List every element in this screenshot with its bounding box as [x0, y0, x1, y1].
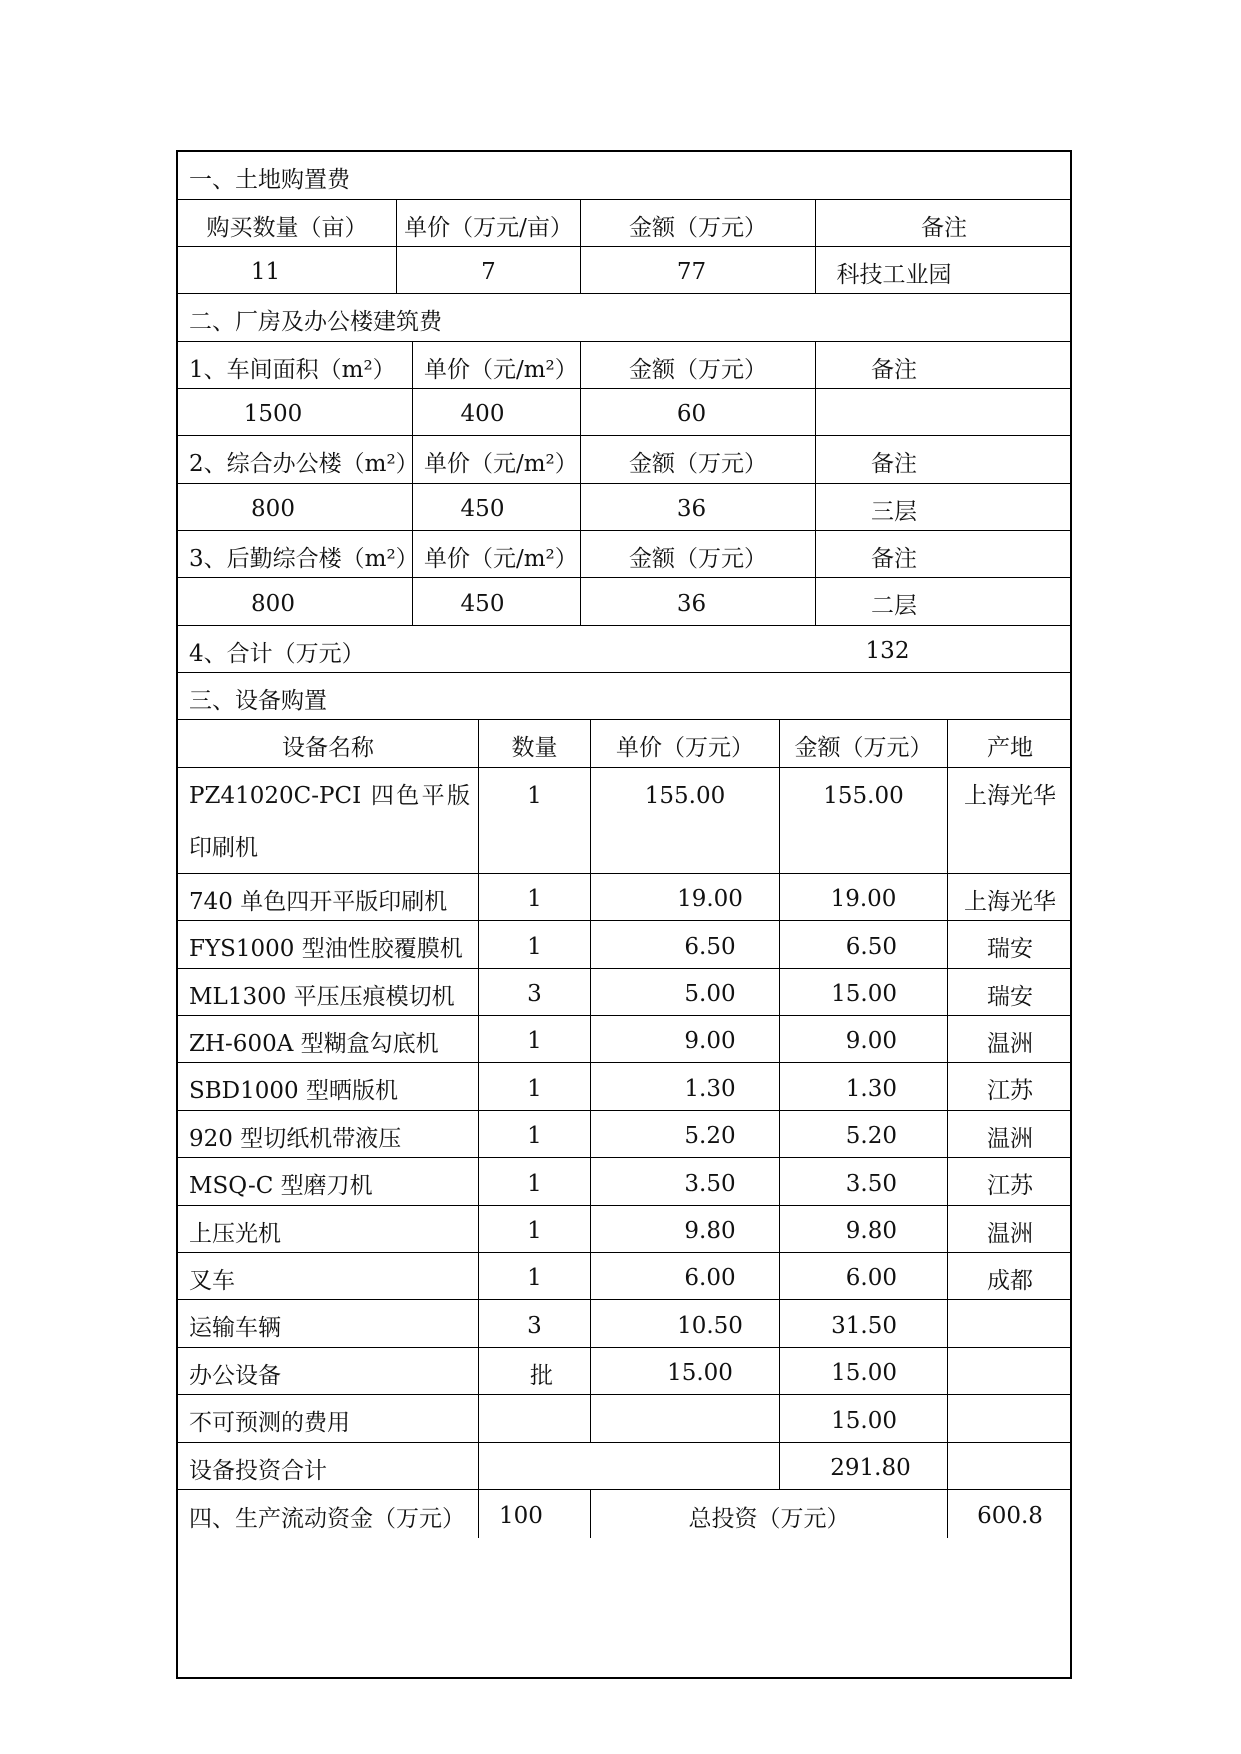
table-cell: 1 — [478, 1111, 590, 1157]
table-cell — [178, 768, 478, 873]
table-cell: 1 — [478, 1016, 590, 1062]
table-cell: 450 — [412, 484, 552, 530]
table-cell: 9.00 — [590, 1016, 779, 1062]
table-cell: MSQ-C 型磨刀机 — [189, 1173, 373, 1199]
table-row — [178, 1206, 1070, 1253]
table-cell: 上压光机 — [189, 1220, 281, 1247]
table-cell: 瑞安 — [947, 921, 1072, 968]
table-cell: 办公设备 — [189, 1362, 281, 1389]
table-cell: FYS1000 型油性胶覆膜机 — [189, 936, 463, 962]
section-title-row — [178, 673, 1070, 720]
table-cell: 三层 — [815, 484, 972, 530]
table-cell: 9.80 — [779, 1206, 947, 1252]
table-cell: 江苏 — [947, 1063, 1072, 1110]
table-cell: 155.00 — [779, 768, 947, 873]
header-cell: 金额（万元） — [580, 342, 815, 388]
table-cell: 6.50 — [590, 921, 779, 968]
table-cell: 9.80 — [590, 1206, 779, 1252]
header-cell: 1、车间面积（m²） — [189, 356, 396, 383]
working-capital-label: 四、生产流动资金（万元） — [189, 1505, 465, 1532]
table-cell: 瑞安 — [947, 969, 1072, 1015]
table-cell — [478, 1443, 590, 1489]
investment-table — [176, 150, 1072, 1679]
table-cell: 运输车辆 — [189, 1315, 281, 1341]
equipment-name: PZ41020C-PCI 四色平版印刷机 — [189, 783, 470, 861]
table-row — [178, 1395, 1070, 1443]
table-cell: 800 — [251, 496, 295, 522]
table-cell: 800 — [251, 590, 295, 617]
total-label: 4、合计（万元） — [189, 640, 365, 667]
table-cell: ZH-600A 型糊盒勾底机 — [189, 1030, 439, 1057]
table-cell: 叉车 — [189, 1267, 235, 1294]
header-cell: 金额（万元） — [580, 436, 815, 483]
table-row — [178, 484, 1070, 531]
table-row — [178, 1111, 1070, 1158]
table-cell: 1 — [478, 921, 590, 968]
table-cell: 不可预测的费用 — [189, 1410, 350, 1436]
table-cell: 温洲 — [947, 1016, 1072, 1062]
table-cell: 15.00 — [590, 1348, 779, 1394]
table-header-row — [178, 531, 1070, 578]
table-cell: 3 — [478, 969, 590, 1015]
table-row — [178, 768, 1070, 874]
section-title: 二、厂房及办公楼建筑费 — [189, 309, 442, 335]
summary-row — [178, 1490, 1070, 1538]
table-cell: 15.00 — [779, 1348, 947, 1394]
header-cell: 2、综合办公楼（m²） — [189, 451, 419, 477]
working-capital-value: 100 — [478, 1490, 590, 1538]
table-cell: 1 — [478, 1063, 590, 1110]
header-cell: 产地 — [947, 720, 1072, 767]
total-investment-label: 总投资（万元） — [590, 1490, 947, 1538]
table-cell: 5.20 — [590, 1111, 779, 1157]
header-cell: 金额（万元） — [779, 720, 947, 767]
table-row — [178, 969, 1070, 1016]
header-cell: 备注 — [815, 531, 972, 577]
table-cell: 450 — [412, 578, 552, 625]
table-header-row — [178, 720, 1070, 768]
section-title: 三、设备购置 — [189, 687, 327, 714]
table-cell: 3.50 — [779, 1158, 947, 1205]
table-cell: 1.30 — [779, 1063, 947, 1110]
table-cell: 15.00 — [779, 969, 947, 1015]
table-cell: 1500 — [243, 401, 303, 427]
table-cell: 江苏 — [947, 1158, 1072, 1205]
header-cell: 数量 — [478, 720, 590, 767]
table-cell: 19.00 — [779, 874, 947, 920]
table-cell: 400 — [412, 389, 552, 435]
table-cell: 成都 — [947, 1253, 1072, 1299]
section-title: 一、土地购置费 — [189, 167, 350, 193]
table-cell: 上海光华 — [947, 768, 1072, 873]
table-row — [178, 1063, 1070, 1111]
table-cell: 6.00 — [779, 1253, 947, 1299]
table-row — [178, 1300, 1070, 1348]
header-cell: 购买数量（亩） — [206, 214, 368, 241]
table-row — [178, 921, 1070, 969]
table-cell: 5.00 — [590, 969, 779, 1015]
table-row — [178, 1253, 1070, 1300]
header-cell: 备注 — [815, 436, 972, 483]
table-cell: 6.50 — [779, 921, 947, 968]
header-cell: 备注 — [815, 342, 972, 388]
table-cell: 155.00 — [590, 768, 779, 873]
table-cell — [478, 1395, 590, 1442]
table-row — [178, 1016, 1070, 1063]
table-cell: 设备投资合计 — [189, 1457, 327, 1484]
table-cell: 920 型切纸机带液压 — [189, 1125, 402, 1152]
header-cell: 单价（元/m²） — [412, 436, 580, 483]
table-row — [178, 389, 1070, 436]
table-cell: 温洲 — [947, 1111, 1072, 1157]
table-cell: 11 — [250, 259, 281, 285]
header-cell: 单价（元/m²） — [412, 342, 580, 388]
table-cell — [947, 1395, 1072, 1442]
table-cell — [815, 389, 972, 435]
table-cell: 9.00 — [779, 1016, 947, 1062]
table-cell: 科技工业园 — [815, 247, 972, 293]
table-cell: 10.50 — [590, 1300, 779, 1347]
table-cell: 291.80 — [779, 1443, 947, 1489]
table-cell: 上海光华 — [947, 874, 1072, 920]
table-cell: 77 — [580, 247, 802, 293]
table-cell — [590, 1395, 779, 1442]
table-cell: 31.50 — [779, 1300, 947, 1347]
table-cell: 1 — [478, 874, 590, 920]
table-cell — [947, 1300, 1072, 1347]
table-cell: 60 — [580, 389, 802, 435]
table-row — [178, 578, 1070, 626]
header-cell: 设备名称 — [282, 735, 374, 761]
table-cell: 15.00 — [779, 1395, 947, 1442]
table-cell: 温洲 — [947, 1206, 1072, 1252]
header-cell: 金额（万元） — [580, 531, 815, 577]
table-cell: SBD1000 型晒版机 — [189, 1078, 398, 1104]
table-cell: 1 — [478, 1206, 590, 1252]
header-cell: 单价（元/m²） — [412, 531, 580, 577]
table-cell: 1 — [478, 768, 590, 873]
table-cell: 36 — [580, 484, 802, 530]
table-cell — [947, 1443, 1072, 1489]
table-cell: 19.00 — [590, 874, 779, 920]
table-row — [178, 1158, 1070, 1206]
table-cell: 二层 — [815, 578, 972, 625]
total-row — [178, 626, 1070, 673]
table-cell: 批 — [478, 1348, 590, 1394]
section-title-row — [178, 294, 1070, 342]
total-investment-value: 600.8 — [947, 1490, 1072, 1538]
table-cell: 740 单色四开平版印刷机 — [189, 888, 448, 915]
table-cell — [590, 1443, 779, 1489]
total-value: 132 — [865, 638, 910, 664]
table-row — [178, 874, 1070, 921]
table-header-row — [178, 436, 1070, 484]
table-cell: 1 — [478, 1158, 590, 1205]
table-cell: 7 — [396, 247, 580, 293]
table-cell: 5.20 — [779, 1111, 947, 1157]
table-header-row — [178, 200, 1070, 247]
header-cell: 金额（万元） — [580, 200, 815, 246]
table-cell: 36 — [580, 578, 802, 625]
table-cell: 6.00 — [590, 1253, 779, 1299]
table-cell: 1 — [478, 1253, 590, 1299]
table-row — [178, 1443, 1070, 1490]
table-cell: 3 — [478, 1300, 590, 1347]
header-cell: 单价（万元） — [590, 720, 779, 767]
table-cell: 1.30 — [590, 1063, 779, 1110]
table-cell: 3.50 — [590, 1158, 779, 1205]
section-title-row — [178, 152, 1070, 200]
table-header-row — [178, 342, 1070, 389]
header-cell: 3、后勤综合楼（m²） — [189, 545, 419, 572]
header-cell: 单价（万元/亩） — [396, 200, 580, 246]
table-row — [178, 247, 1070, 294]
table-row — [178, 1348, 1070, 1395]
table-cell — [947, 1348, 1072, 1394]
header-cell: 备注 — [815, 200, 1072, 246]
table-cell: ML1300 平压压痕模切机 — [189, 983, 455, 1010]
